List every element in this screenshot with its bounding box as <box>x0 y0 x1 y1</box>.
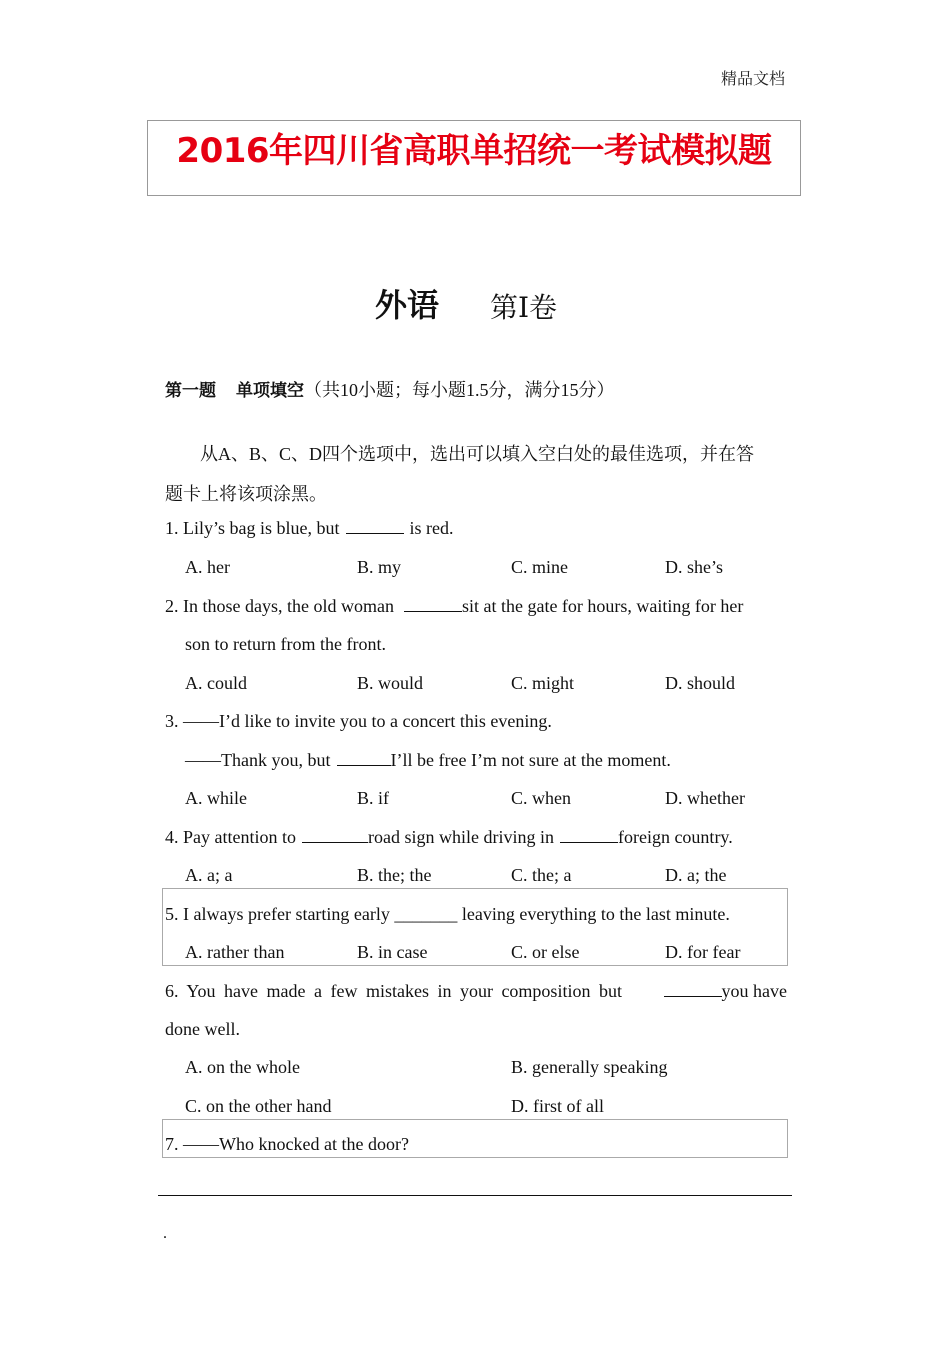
volume-label: 第Ⅰ卷 <box>490 293 558 324</box>
option: D. should <box>665 673 736 693</box>
footer-divider <box>158 1195 792 1196</box>
question-3: 3. ——I’d like to invite you to a concert this evening. <box>165 711 552 731</box>
question-text: road sign while driving in <box>367 827 554 847</box>
question-text: 6. You have made a few mistakes in your composition but <box>165 981 622 1001</box>
option: C. on the other hand <box>185 1096 332 1116</box>
question-4 <box>165 827 733 848</box>
option: A. her <box>185 557 230 577</box>
question-6-tail <box>658 981 787 1002</box>
question-3-reply <box>185 750 671 771</box>
question-text: you have <box>721 981 787 1001</box>
option: C. might <box>511 673 575 693</box>
option: D. whether <box>665 788 745 808</box>
option: A. a; a <box>185 865 233 885</box>
answer-blank <box>302 841 368 843</box>
footer-mark: . <box>163 1225 167 1242</box>
answer-blank <box>560 841 618 843</box>
section-note: （共10小题；每小题1.5分，满分15分） <box>304 380 615 400</box>
option: B. the; the <box>357 865 432 885</box>
option: D. a; the <box>665 865 727 885</box>
question-text: is red. <box>409 518 454 538</box>
question-text: ——Thank you, but <box>185 750 331 770</box>
title-box <box>147 120 801 196</box>
answer-blank <box>346 532 404 534</box>
option: A. while <box>185 788 247 808</box>
instruction-line-1: 从A、B、C、D四个选项中，选出可以填入空白处的最佳选项，并在答 <box>200 444 755 464</box>
question-2-line-2: son to return from the front. <box>185 634 386 654</box>
option: B. would <box>357 673 424 693</box>
option: C. when <box>511 788 571 808</box>
option: B. in case <box>357 942 428 962</box>
question-text: 1. Lily’s bag is blue, but <box>165 518 340 538</box>
section-name: 第一题 <box>165 381 216 401</box>
option: C. mine <box>511 557 568 577</box>
question-7: 7. ——Who knocked at the door? <box>165 1134 409 1154</box>
option: A. could <box>185 673 247 693</box>
exam-title: 2016年四川省高职单招统一考试模拟题 <box>176 131 772 171</box>
option: C. or else <box>511 942 580 962</box>
question-1 <box>165 518 454 539</box>
answer-blank <box>404 610 462 612</box>
option: B. if <box>357 788 390 808</box>
option: A. rather than <box>185 942 285 962</box>
instruction-line-2: 题卡上将该项涂黑。 <box>165 484 327 504</box>
header-label: 精品文档 <box>720 71 785 88</box>
question-6-line-2: done well. <box>165 1019 240 1039</box>
question-text: 4. Pay attention to <box>165 827 296 847</box>
option: D. she’s <box>665 557 723 577</box>
question-2 <box>165 596 743 617</box>
answer-blank <box>337 764 391 766</box>
section-heading <box>165 376 615 402</box>
subject-title: 外语 <box>375 286 440 324</box>
question-text: sit at the gate for hours, waiting for her <box>461 596 744 616</box>
section-type: 单项填空 <box>236 381 304 401</box>
option: B. generally speaking <box>511 1057 668 1077</box>
option: B. my <box>357 557 402 577</box>
option: C. the; a <box>511 865 572 885</box>
question-text: foreign country. <box>617 827 733 847</box>
question-5: 5. I always prefer starting early _______ leaving everything to the last minute. <box>165 904 730 924</box>
option: D. first of all <box>511 1096 604 1116</box>
question-text: I’ll be free I’m not sure at the moment. <box>390 750 671 770</box>
question-text: 2. In those days, the old woman <box>165 596 394 616</box>
question-6 <box>165 981 787 1002</box>
option: D. for fear <box>665 942 741 962</box>
answer-blank <box>664 995 722 997</box>
option: A. on the whole <box>185 1057 300 1077</box>
